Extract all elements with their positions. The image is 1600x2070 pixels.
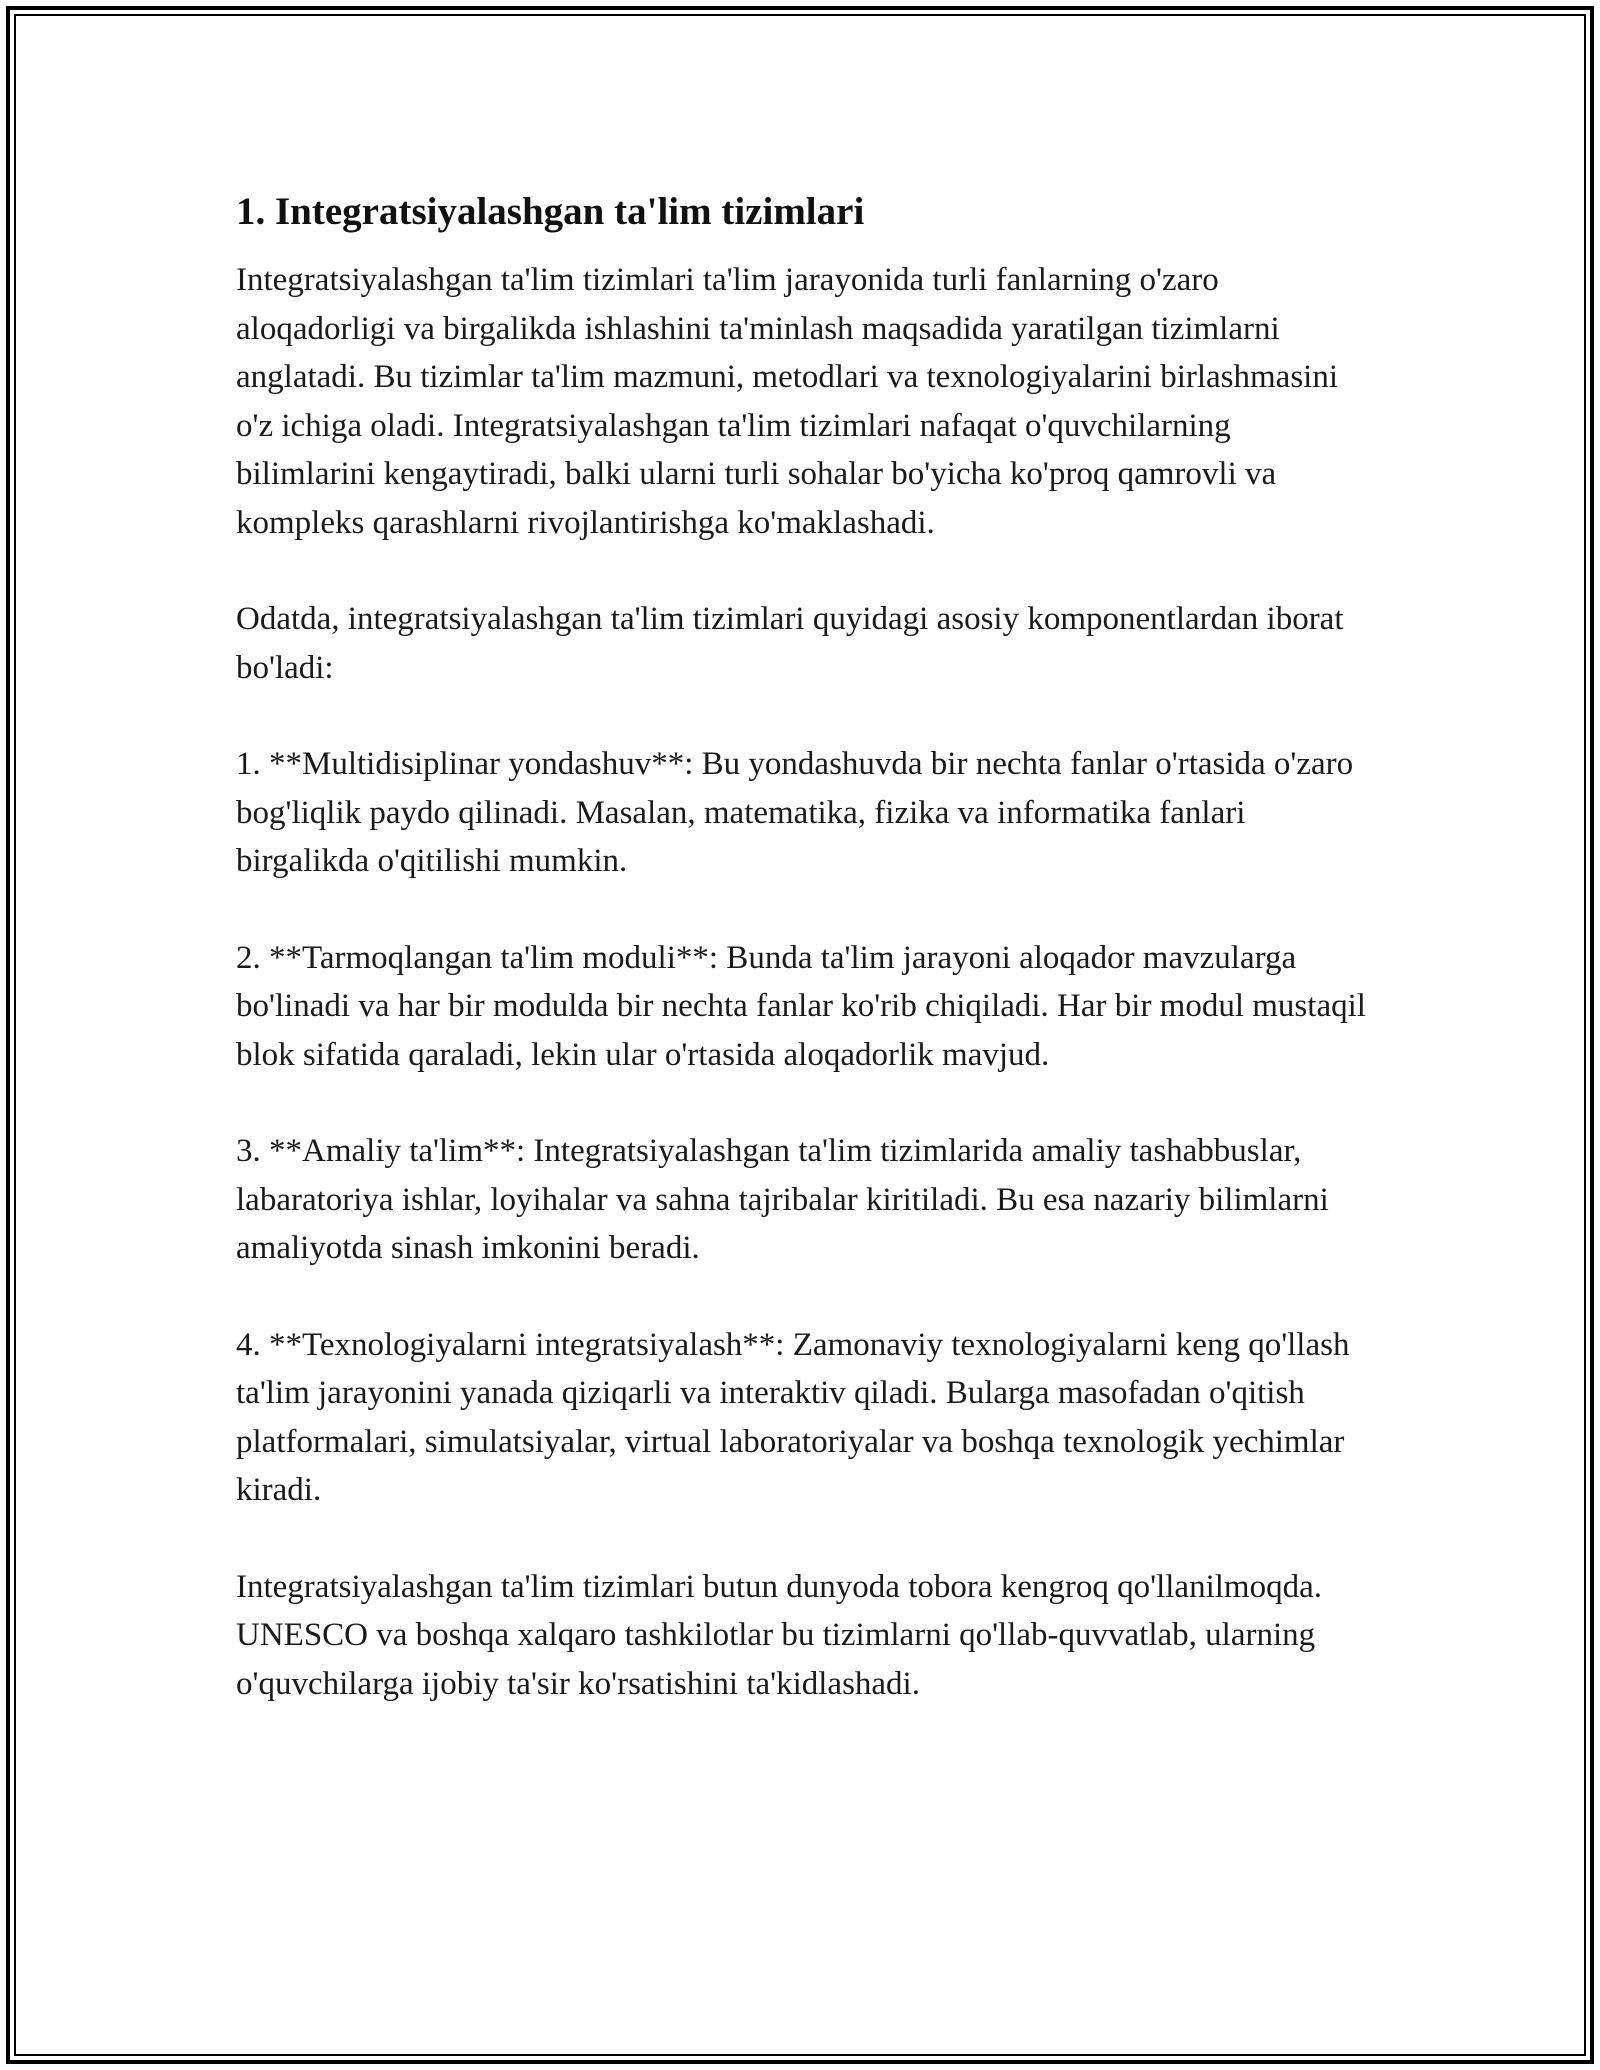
components-lead-paragraph: Odatda, integratsiyalashgan ta'lim tizimlari quyidagi asosiy komponentlardan iborat bo'ladi: [236, 601, 1344, 686]
component-modular-learning: 2. **Tarmoqlangan ta'lim moduli**: Bunda ta'lim jarayoni aloqador mavzularga bo'linadi va har bir modulda bir nechta fanlar ko'rib chiqiladi. Har bir modul mustaqil blok sifatida qaraladi, lekin ular o'rtasida aloqadorlik mavjud. [236, 939, 1366, 1073]
component-technology-integration: 4. **Texnologiyalarni integratsiyalash**: Zamonaviy texnologiyalarni keng qo'llash ta'lim jarayonini yanada qiziqarli va interaktiv qiladi. Bularga masofadan o'qitish platformalari, simulatsiyalar, virtual laboratoriyalar va boshqa texnologik yechimlar kiradi. [236, 1326, 1350, 1508]
section-heading: 1. Integratsiyalashgan ta'lim tizimlari [236, 190, 865, 233]
document-body [236, 188, 1376, 1756]
intro-paragraph: Integratsiyalashgan ta'lim tizimlari ta'lim jarayonida turli fanlarning o'zaro aloqadorligi va birgalikda ishlashini ta'minlash maqsadida yaratilgan tizimlarni anglatadi. Bu tizimlar ta'lim mazmuni, metodlari va texnologiyalarini birlashmasini o'z ichiga oladi. Integratsiyalashgan ta'lim tizimlari nafaqat o'quvchilarning bilimlarini kengaytiradi, balki ularni turli sohalar bo'yicha ko'proq qamrovli va kompleks qarashlarni rivojlantirishga ko'maklashadi. [236, 262, 1339, 541]
component-practical-learning: 3. **Amaliy ta'lim**: Integratsiyalashgan ta'lim tizimlarida amaliy tashabbuslar, labaratoriya ishlar, loyihalar va sahna tajribalar kiritiladi. Bu esa nazariy bilimlarni amaliyotda sinash imkonini beradi. [236, 1133, 1329, 1266]
conclusion-paragraph: Integratsiyalashgan ta'lim tizimlari butun dunyoda tobora kengroq qo'llanilmoqda. UNESCO va boshqa xalqaro tashkilotlar bu tizimlarni qo'llab-quvvatlab, ularning o'quvchilarga ijobiy ta'sir ko'rsatishini ta'kidlashadi. [236, 1568, 1322, 1702]
component-multidisciplinary: 1. **Multidisiplinar yondashuv**: Bu yondashuvda bir nechta fanlar o'rtasida o'zaro bog'liqlik paydo qilinadi. Masalan, matematika, fizika va informatika fanlari birgalikda o'qitilishi mumkin. [236, 746, 1354, 879]
